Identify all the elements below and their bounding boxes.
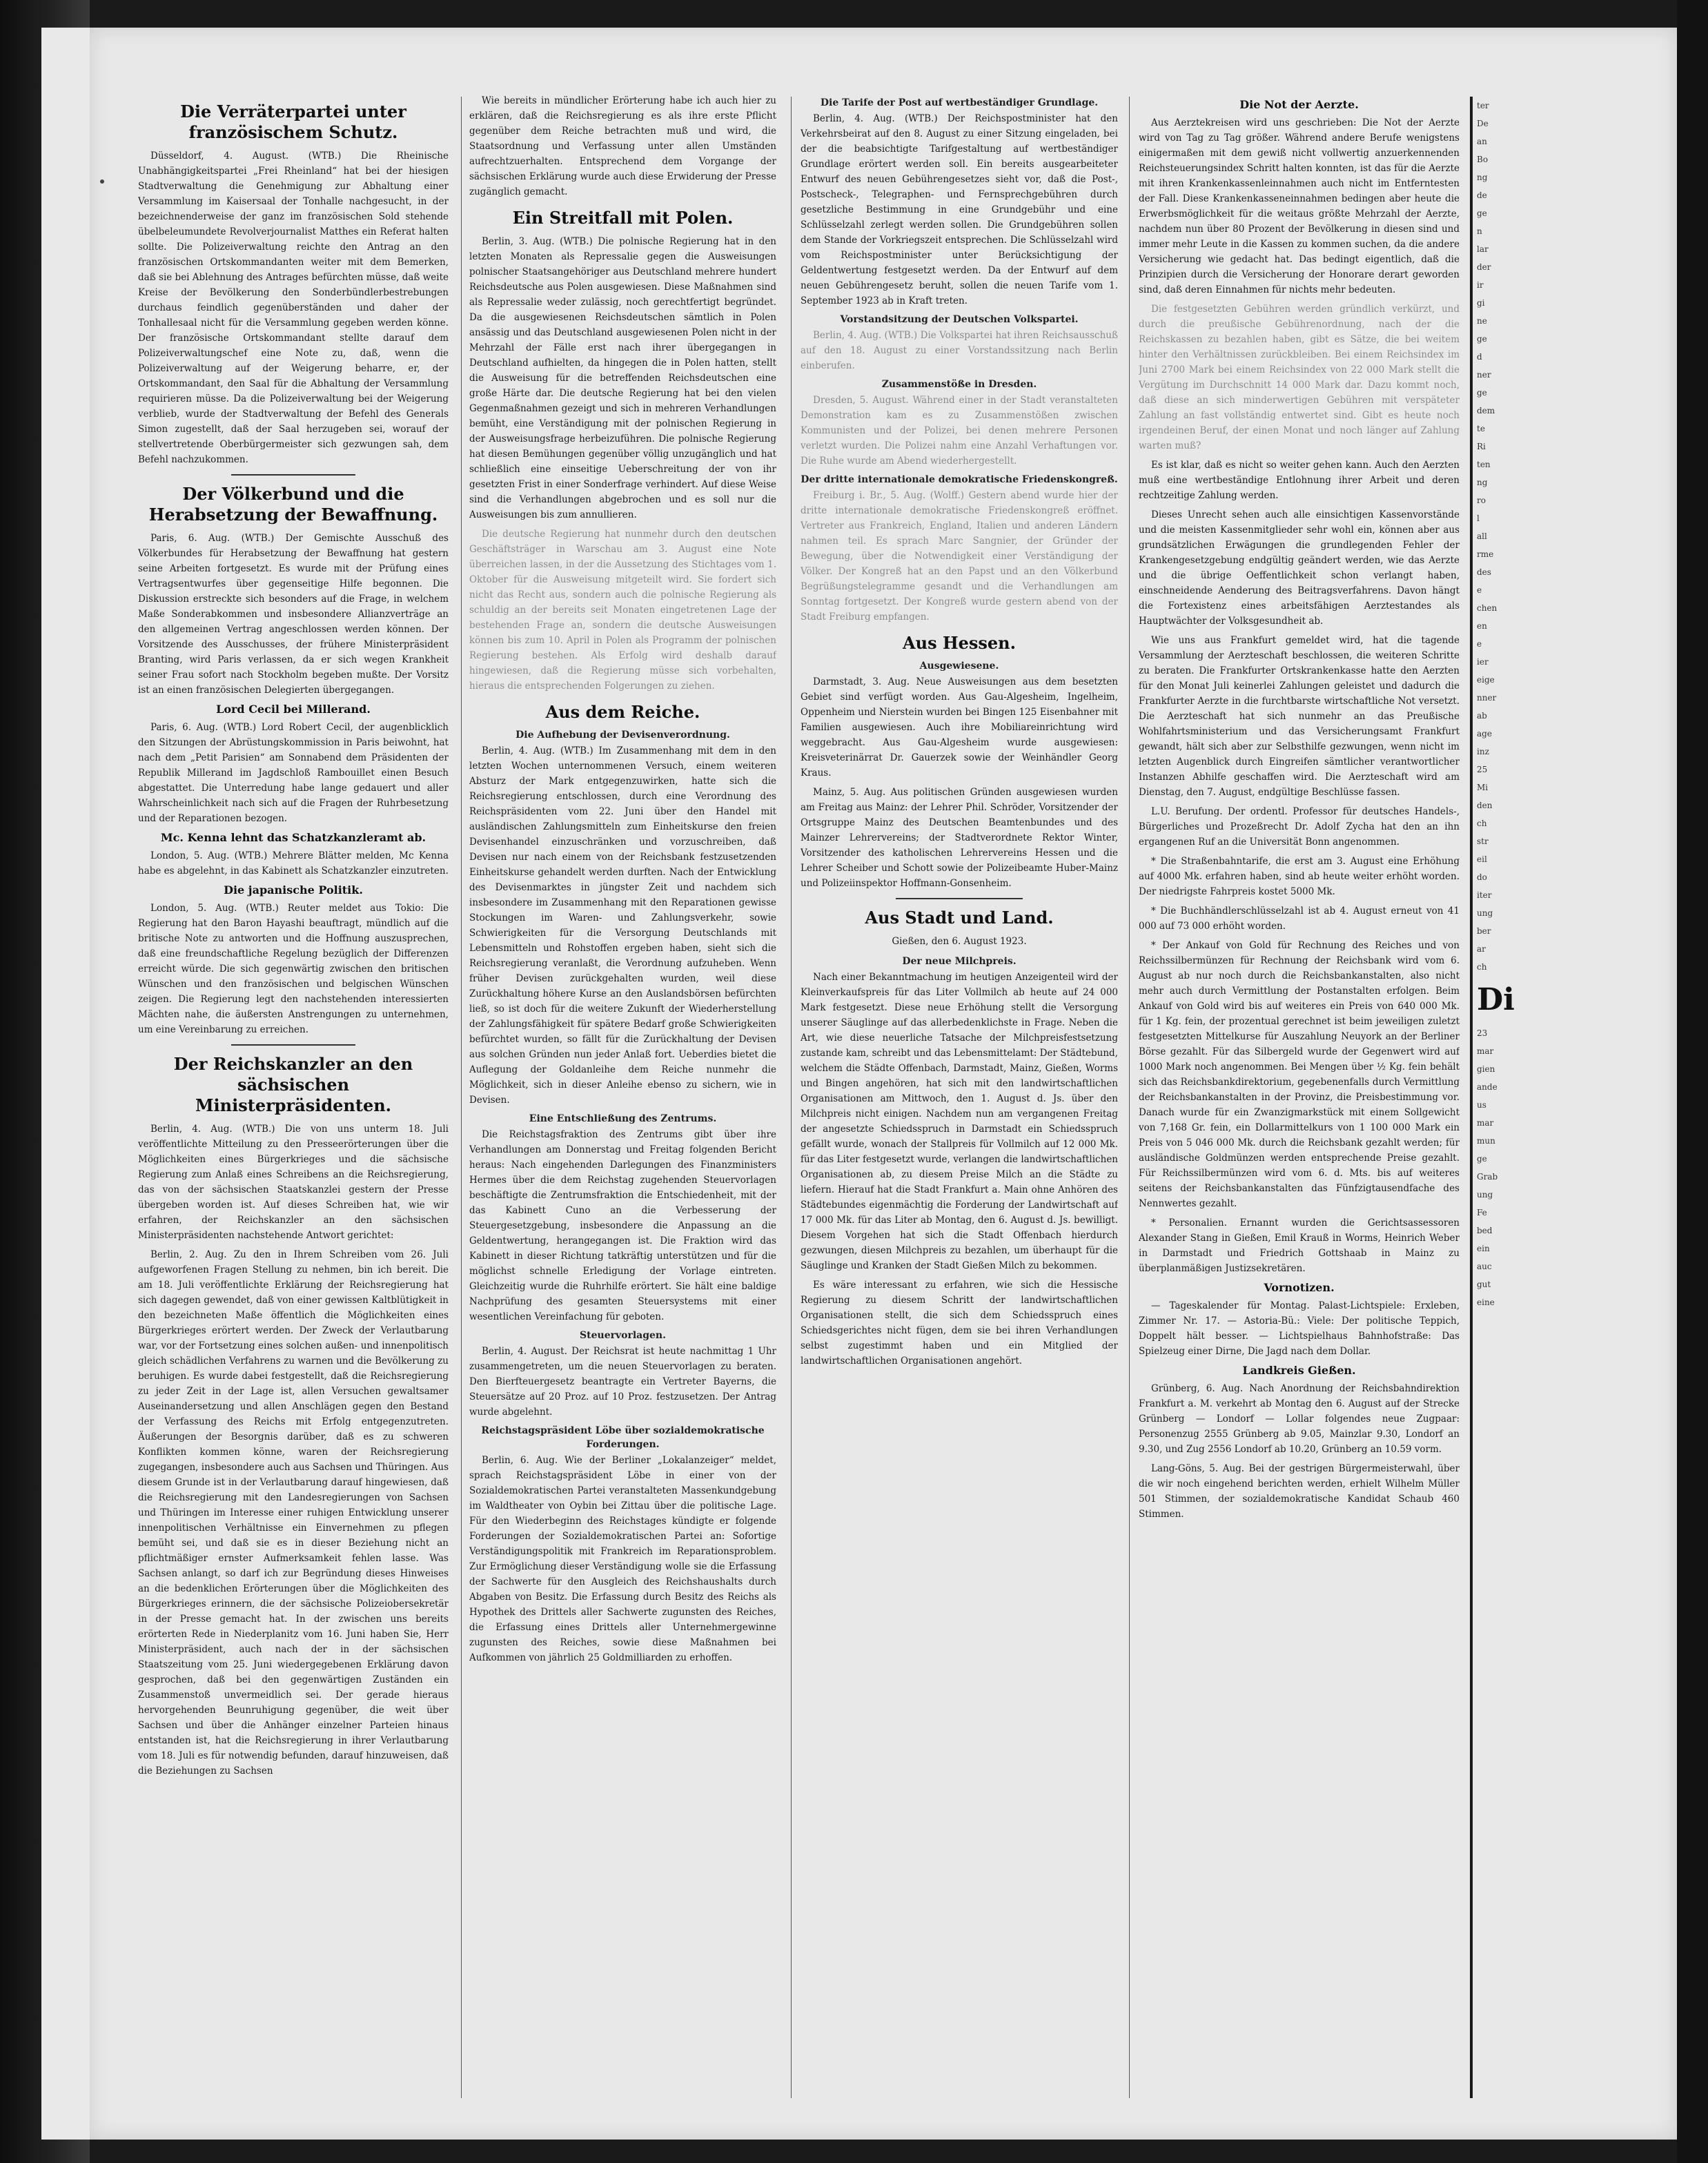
- headline-landkreis-giessen: Landkreis Gießen.: [1242, 1364, 1356, 1377]
- article-text: L.U. Berufung. Der ordentl. Professor für deutsches Handels-, Bürgerliches und Prozeßrecht Dr. Adolf Zycha hat den an ihn ergangenen Ruf an die Universität Bonn angenommen.: [1139, 806, 1460, 848]
- strip-text-fragment: bed: [1477, 1226, 1493, 1235]
- separator: [231, 1044, 355, 1046]
- article-text: Berlin, 4. Aug. (WTB.) Der Reichspostminister hat den Verkehrsbeirat auf den 8. August zu einer Sitzung eingeladen, bei der die beabsichtigte Tarifgestaltung auf wertbeständiger Grundlage erörtert werden soll. Ein bereits ausgearbeiteter Entwurf des neuen Gebührengesetzes sieht vor, daß die Post-, Postscheck-, Telegraphen- und Fernsprechgebühren durch gesetzliche Bestimmung in eine Grundgebühr und eine Schlüsselzahl zerlegt werden sollen. Die Grundgebühren sollen dem Stande der Vorkriegszeit entsprechen. Die Schlüsselzahl wird vom Reichspostminister unter Berücksichtigung der Geldentwertung festgesetzt werden. Da der Entwurf auf dem neuen Gebührengesetz beruht, sollen die neuen Tarife vom 1. September 1923 ab in Kraft treten.: [801, 113, 1118, 306]
- strip-text-fragment: e: [1477, 639, 1482, 649]
- article-text: Mainz, 5. Aug. Aus politischen Gründen ausgewiesen wurden am Freitag aus Mainz: der Lehrer Phil. Schröder, Vorsitzender der Ortsgruppe Mainz des Deutschen Beamtenbundes und des Mainzer Lehrervereins; der Stadtverordnete Rektor Winter, Vorsitzender des katholischen Lehrervereins Hessen und die Lehrer Scheiber und Schott sowie der Polizeibeamte Huber-Mainz und Polizeiinspektor Hoffmann-Gonsenheim.: [801, 787, 1118, 889]
- headline-lord-cecil: Lord Cecil bei Millerand.: [216, 703, 371, 716]
- strip-text-fragment: der: [1477, 262, 1491, 272]
- headline-mc-kenna: Mc. Kenna lehnt das Schatzkanzleramt ab.: [160, 831, 426, 844]
- strip-text-fragment: Mi: [1477, 783, 1489, 792]
- strip-text-fragment: us: [1477, 1100, 1486, 1110]
- strip-text-fragment: mar: [1477, 1046, 1494, 1056]
- separator: [231, 474, 355, 476]
- article-text: Berlin, 4. Aug. (WTB.) Im Zusammenhang mit dem in den letzten Wochen unternommenen Versuch, einem weiteren Absturz der Mark entgegenzuwirken, hatte sich die Reichsregierung entschlossen, durch eine Verordnung des Reichspräsidenten vom 22. Juni über den Handel mit ausländischen Zahlungsmitteln zum Einheitskurse den freien Devisenhandel einzuschränken und vorzuschreiben, daß Devisen nur nach einem von der Reichsbank festzusetzenden Einheitskurse gehandelt werden durften. Nach der Entwicklung des Devisenmarktes in jüngster Zeit und nachdem sich insbesondere im Zusammenhang mit den Reparationen gewisse Stockungen im Waren- und Zahlungsverkehr, sowie Schwierigkeiten für die Versorgung Deutschlands mit Lebensmitteln und Rohstoffen ergeben haben, sieht sich die Reichsregierung veranlaßt, die Verordnung aufzuheben. Wenn früher Devisen zurückgehalten wurden, weil diese Zurückhaltung höhere Kurse an den Auslandsbörsen befürchten ließ, so ist doch für die weitere Zukunft der Wiederherstellung der Zahlungsfähigkeit für spätere Bedarf große Schwierigkeiten befürchtet wurden, so fällt für die Zurückhaltung der Devisen aus solchen Gründen nun jeder Anlaß fort. Ueberdies bietet die Auflegung der Goldanleihe dem Reiche nunmehr die Möglichkeit, sich in dieser Anleihe ebenso zu sichern, wie in Devisen.: [469, 745, 776, 1106]
- strip-text-fragment: ung: [1477, 908, 1493, 918]
- subheadline-milchpreis: Der neue Milchpreis.: [902, 956, 1017, 967]
- subheadline-devisenverordnung: Die Aufhebung der Devisenverordnung.: [516, 730, 730, 741]
- subheadline-loebe: Reichstagspräsident Löbe über sozialdemokratische Forderungen.: [481, 1425, 765, 1450]
- article-text: * Der Ankauf von Gold für Rechnung des Reiches und von Reichssilbermünzen für Rechnung der Reichsbank wird vom 6. August ab nur noch durch die Reichsbankanstalten, also nicht mehr auch durch Vermittlung der Postanstalten erfolgen. Beim Ankauf von Gold wird bis auf weiteres ein Preis von 640 000 Mk. für 1 Kg. fein, der prozentual gerechnet ist beim jeweiligen zuletzt festgesetzten Mittelkurse für Auszahlung Neuyork an der Berliner Börse gezahlt. Für das Silbergeld wurde der Gegenwert wird auf 1000 Mark noch angenommen. Bei Mengen über ½ Kg. fein behält sich das Reichsbankdirektorium, gegebenenfalls durch Vermittlung der Reichsbankanstalten in der Provinz, die Preisbestimmung vor. Danach wurde für ein Zwanzigmarkstück mit einem Sollgewicht von 7,168 Gr. fein, ein Dollarmittelkurs von 1 100 000 Mark ein Preis von 5 046 000 Mk. durch die Reichsbank gezahlt werden; für ausländische Goldmünzen werden entsprechende Preise gezahlt. Für Reichssilbermünzen wird vom 6. d. Mts. bis auf weiteres seitens der Reichsbankanstalten das Fünfzigtausendfache des Nennwertes gezahlt.: [1139, 940, 1460, 1209]
- strip-text-fragment: en: [1477, 621, 1487, 631]
- headline-not-der-aerzte: Die Not der Aerzte.: [1239, 98, 1359, 111]
- article-text: Paris, 6. Aug. (WTB.) Der Gemischte Ausschuß des Völkerbundes für Herabsetzung der Bewaffnung hat gestern seine Arbeiten fortgesetzt. Es wurde mit der Prüfung eines Vertragsentwurfes über gegenseitige Hilfe begonnen. Die Diskussion erstreckte sich besonders auf die Frage, in welchem Maße Sonderabkommen und insbesondere Allianzverträge an den allgemeinen Vertrag angeschlossen werden können. Der Vorsitzende des Ausschusses, der frühere Ministerpräsident Branting, wird Paris verlassen, da er sich wegen Krankheit seiner Frau sofort nach Stockholm begeben mußte. Der Vorsitz ist an einen französischen Delegierten übergegangen.: [138, 533, 449, 696]
- strip-text-fragment: iter: [1477, 890, 1492, 900]
- strip-text-fragment: 25: [1477, 765, 1488, 774]
- article-text: Berlin, 2. Aug. Zu den in Ihrem Schreiben vom 26. Juli aufgeworfenen Fragen Stellung zu nehmen, bin ich bereit. Die am 18. Juli veröffentlichte Erklärung der Reichsregierung hat sich dagegen gewendet, daß von einer gewissen Kaltblütigkeit in den bezeichneten Maße öffentlich die Möglichkeiten eines Bürgerkrieges erörtert werden. Der Zweck der Verlautbarung war, vor der Fortsetzung eines solchen außen- und innenpolitisch gleich schädlichen Verfahrens zu warnen und die Bevölkerung zu beruhigen. Es wurde dabei festgestellt, daß die Reichsregierung zu jeder Zeit in der Lage ist, allen Versuchen gewaltsamer Auseinandersetzung und allen Anschlägen gegen den Bestand der Verfassung des Reichs mit Erfolg entgegenzutreten. Äußerungen der Besorgnis darüber, daß es zu schweren Konflikten kommen könne, waren der Reichsregierung zugegangen, insbesondere auch aus Sachsen und Thüringen. Aus diesem Grunde ist in der Verlautbarung darauf hingewiesen, daß die Reichsregierung mit den Landesregierungen von Sachsen und Thüringen im Interesse einer ruhigen Entwicklung unserer innenpolitischen Verhältnisse ein Einvernehmen zu pflegen bemüht sei, und daß sie es in dieser Beziehung nicht an pflichtmäßiger ernster Aufmerksamkeit fehlen lasse. Was Sachsen anlangt, so darf ich zur Begründung dieses Hinweises an die bedenklichen Erörterungen über die Möglichkeiten des Bürgerkrieges erinnern, die der sächsische Polizeiobersekretär in der Presse gemacht hat. In der zwischen uns bereits erörterten Rede in Niederplanitz vom 16. Juni haben Sie, Herr Ministerpräsident, auch nach der in der sächsischen Staatszeitung vom 25. Juni wiedergegebenen Erklärung davon gesprochen, daß bei den gegenwärtigen Zuständen ein Zusammenstoß unvermeidlich sei. Der gerade hieraus hervorgehenden Beunruhigung gegenüber, die weit über Sachsen und über die Anhänger einzelner Parteien hinaus entstanden ist, hat die Reichsregierung in ihrer Verlautbarung vom 18. Juli es für notwendig befunden, darauf hinzuweisen, daß die Beziehungen zu Sachsen: [138, 1249, 449, 1777]
- headline-voelkerbund: Der Völkerbund und die Herabsetzung der Bewaffnung.: [148, 484, 438, 525]
- strip-text-fragment: ne: [1477, 316, 1487, 326]
- article-text: London, 5. Aug. (WTB.) Mehrere Blätter melden, Mc Kenna habe es abgelehnt, in das Kabinett als Schatzkanzler einzutreten.: [138, 850, 449, 877]
- strip-text-fragment: des: [1477, 567, 1491, 577]
- strip-text-fragment: d: [1477, 352, 1482, 362]
- article-text: Wie bereits in mündlicher Erörterung habe ich auch hier zu erklären, daß die Reichsregierung es als ihre erste Pflicht gegenüber dem Reiche betrachten muß und wird, die Staatsordnung und Verfassung unter allen Umständen aufrechtzuerhalten. Entsprechend dem Vorgange der sächsischen Erklärung wurde auch diese Erwiderung der Presse zugänglich gemacht.: [469, 95, 776, 197]
- separator: [896, 898, 1023, 899]
- strip-text-fragment: ge: [1477, 1154, 1487, 1164]
- strip-text-fragment: an: [1477, 137, 1487, 146]
- article-text: Dieses Unrecht sehen auch alle einsichtigen Kassenvorstände und die meisten Kassenmitglieder sehr wohl ein, können aber aus grundsätzlichen Erwägungen die grundlegenden Fehler der Krankengesetzgebung endgültig geändert werden, wie das Aerzte und die übrige Oeffentlichkeit schon verlangt haben, einschneidende Aenderung des Beitragsverfahrens. Davon hängt die Fortexistenz eines arbeitsfähigen Aerztestandes als Hauptwächter der Volksgesundheit ab.: [1139, 509, 1460, 627]
- article-text: Lang-Göns, 5. Aug. Bei der gestrigen Bürgermeisterwahl, über die wir noch eingehend berichten werden, erhielt Wilhelm Müller 501 Stimmen, der sozialdemokratische Kandidat Schaub 460 Stimmen.: [1139, 1463, 1460, 1520]
- headline-verraeterpartei: Die Verräterpartei unter französischem Schutz.: [180, 101, 406, 142]
- strip-text-fragment: ten: [1477, 460, 1491, 469]
- strip-text-fragment: chen: [1477, 603, 1498, 613]
- article-text: Dresden, 5. August. Während einer in der Stadt veranstalteten Demonstration kam es zu Zusammenstößen zwischen Kommunisten und der Polizei, bei denen mehrere Personen verletzt wurden. Die Polizei nahm eine Anzahl Verhaftungen vor. Die Ruhe wurde am Abend wiederhergestellt.: [801, 395, 1118, 467]
- article-text: Es ist klar, daß es nicht so weiter gehen kann. Auch den Aerzten muß eine wertbeständige Entlohnung ihrer Arbeit und deren rechtzeitige Zahlung werden.: [1139, 460, 1460, 501]
- previous-page-edge: [41, 28, 90, 2140]
- margin-mark: [100, 179, 104, 184]
- strip-text-fragment: De: [1477, 119, 1489, 128]
- strip-text-fragment: inz: [1477, 747, 1489, 756]
- article-text: Berlin, 4. August. Der Reichsrat ist heute nachmittag 1 Uhr zusammengetreten, um die neuen Steuervorlagen zu beraten. Den Bierfteuergesetz beantragte ein Vertreter Bayerns, die Steuersätze auf 20 Proz. auf 10 Proz. festzusetzen. Der Antrag wurde abgelehnt.: [469, 1346, 776, 1418]
- strip-text-fragment: den: [1477, 801, 1493, 810]
- strip-text-fragment: Grab: [1477, 1172, 1498, 1182]
- article-text: Es wäre interessant zu erfahren, wie sich die Hessische Regierung zu diesem Schritt der landwirtschaftlichen Organisationen stellt, die sich dem Schiedsspruch eines Schiedsgerichtes nicht fügen, dem sie bei ihren Verhandlungen selbst zugestimmt haben und ein Mitglied der landwirtschaftlichen Organisationen angehört.: [801, 1280, 1118, 1367]
- headline-aus-dem-reiche: Aus dem Reiche.: [545, 702, 700, 722]
- article-text: Freiburg i. Br., 5. Aug. (Wolff.) Gestern abend wurde hier der dritte internationale demokratische Friedenskongreß eröffnet. Vertreter aus Frankreich, England, Italien und anderen Ländern nahmen teil. Es sprach Marc Sangnier, der Gründer der Bewegung, über die Notwendigkeit einer Verständigung der Völker. Der Kongreß hat an den Papst und an den Völkerbund Begrüßungstelegramme gesandt und die Verhandlungen am Sonntag fortgesetzt. Der Kongreß wurde gestern abend von der Stadt Freiburg empfangen.: [801, 490, 1118, 623]
- strip-text-fragment: e: [1477, 585, 1482, 595]
- strip-text-fragment: n: [1477, 226, 1482, 236]
- article-text: Düsseldorf, 4. August. (WTB.) Die Rheinische Unabhängigkeitspartei „Frei Rheinland“ hat bei der hiesigen Stadtverwaltung die Genehmigung zur Abhaltung einer Versammlung im Kaisersaal der Tonhalle nachgesucht, in der bezeichnenderweise der ganz im französischen Sold stehende übelbeleumundete Revolverjournalist Matthes ein Referat halten sollte. Die Polizeiverwaltung reichte den Antrag an den französischen Ortskommandanten weiter mit dem Bemerken, daß sie bei Ablehnung des Antrages befürchten müsse, daß weite Kreise der Bevölkerung den Sonderbündlerbestrebungen durchaus feindlich gegenüberständen und daher der Tonhallesaal nicht für die Versammlung gegeben werden könne. Der französische Ortskommandant stellte darauf dem Polizeiverwaltungschef eine Note zu, daß, wenn die Polizeiverwaltung auf der Weigerung beharre, er, der Ortskommandant, den Saal für die Abhaltung der Versammlung requirieren müsse. Da die Polizeiverwaltung bei der Weigerung verblieb, wurde der Stadtverwaltung der Befehl des Generals Simon zugestellt, daß der Saal herzugeben sei, worauf der stellvertretende Oberbürgermeister sich gezwungen sah, dem Befehl nachzukommen.: [138, 150, 449, 465]
- headline-streitfall-polen: Ein Streitfall mit Polen.: [512, 208, 734, 228]
- strip-text-fragment: str: [1477, 836, 1489, 846]
- article-text: Die festgesetzten Gebühren werden gründlich verkürzt, und durch die preußische Gebührenordnung, nach der die Reichskassen zu bezahlen haben, gibt es Sätze, die bei weitem hinter den Verhältnissen zurückbleiben. Bei einem Reichsindex im Juni 2700 Mark bei einem Reichsindex von 22 000 Mark stellt die Vergütung im Durchschnitt 14 000 Mark dar. Dazu kommt noch, daß diese an sich minderwertigen Gebühren mit verspäteter Zahlung an fast vollständig entwertet sind. Gibt es heute noch irgendeinen Beruf, der einen Monat und noch länger auf Zahlung warten muß?: [1139, 304, 1460, 451]
- strip-text-fragment: Bo: [1477, 155, 1489, 164]
- strip-text-fragment: ber: [1477, 926, 1491, 936]
- column-rule: [461, 97, 462, 2098]
- article-text: Die deutsche Regierung hat nunmehr durch den deutschen Geschäftsträger in Warschau am 3. August eine Note überreichen lassen, in der die Aussetzung des Stichtages vom 1. Oktober für die Ausweisung mitgeteilt wird. Sie fordert sich nicht das Recht aus, sondern auch die polnische Regierung als schuldig an der bereits seit Monaten eingetretenen Lage der bestehenden Frage an, sondern die deutsche Ausweisungen können bis zum 10. April in Polen als Programm der polnischen Regierung bestehen. Als Erfolg wird deshalb darauf hingewiesen, daß die Regierung müsse sich vorbehalten, hieraus die entsprechenden Folgerungen zu ziehen.: [469, 529, 776, 692]
- strip-headline-fragment: Di: [1477, 982, 1515, 1017]
- strip-text-fragment: ab: [1477, 711, 1487, 721]
- column-rule-heavy: [1470, 97, 1473, 2098]
- subheadline-friedenskongress: Der dritte internationale demokratische Friedenskongreß.: [801, 474, 1118, 485]
- strip-text-fragment: nner: [1477, 693, 1497, 703]
- subheadline-volkspartei: Vorstandsitzung der Deutschen Volkspartei.: [840, 314, 1079, 325]
- article-text: Die Reichstagsfraktion des Zentrums gibt über ihre Verhandlungen am Donnerstag und Freitag folgenden Bericht heraus: Nach eingehenden Darlegungen des Finanzministers Hermes über die dem Reichstag zugehenden Steuervorlagen beschäftigte die Zentrumsfraktion die Entschiedenheit, mit der das Kabinett Cuno an die Verbesserung der Steuergesetzgebung, insbesondere die Anpassung an die Geldentwertung, herangegangen ist. Die Fraktion wird das Kabinett in dieser Richtung tatkräftig unterstützen und für die möglichst schnelle Erledigung der Vorlage eintreten. Gleichzeitig wurde die Ruhrhilfe erörtert. Sie hält eine baldige Nachprüfung des gesamten Steuersystems mit einer wesentlichen Vereinfachung für geboten.: [469, 1129, 776, 1322]
- strip-text-fragment: 23: [1477, 1028, 1488, 1038]
- strip-text-fragment: ge: [1477, 388, 1487, 398]
- strip-text-fragment: ge: [1477, 334, 1487, 344]
- article-text: Berlin, 4. Aug. (WTB.) Die Volkspartei hat ihren Reichsausschuß auf den 18. August zu einer Vorstandssitzung nach Berlin einberufen.: [801, 330, 1118, 371]
- column-rule: [1129, 97, 1130, 2098]
- strip-text-fragment: ein: [1477, 1244, 1490, 1253]
- strip-text-fragment: Fe: [1477, 1208, 1487, 1217]
- article-text: * Personalien. Ernannt wurden die Gerichtsassessoren Alexander Stang in Gießen, Emil Krauß in Worms, Heinrich Weber in Darmstadt und Friedrich Gottshaab in Mainz zu überplanmäßigen Justizsekretären.: [1139, 1217, 1460, 1274]
- strip-text-fragment: rme: [1477, 549, 1494, 559]
- strip-text-fragment: ng: [1477, 478, 1488, 487]
- strip-text-fragment: age: [1477, 729, 1492, 738]
- subheadline-zentrum: Eine Entschließung des Zentrums.: [529, 1113, 717, 1124]
- article-text: Nach einer Bekanntmachung im heutigen Anzeigenteil wird der Kleinverkaufspreis für das Liter Vollmilch ab heute auf 24 000 Mark festgesetzt. Diese neue Erhöhung stellt die Versorgung unserer Säuglinge auf das allerbedenklichste in Frage. Neben die Art, wie diese neuerliche Tatsache der Milchpreisfestsetzung zustande kam, schreibt und das Lebensmittelamt: Der Städtebund, welchem die Städte Offenbach, Darmstadt, Mainz, Gießen, Worms und Bingen angehören, hat sich mit den landwirtschaftlichen Organisationen am Mittwoch, den 1. August d. Js. über den Milchpreis nicht einigen. Nachdem nun am vergangenen Freitag der angesetzte Schiedsspruch in Darmstadt ein Schiedsspruch gefällt wurde, wonach der Stallpreis für Vollmilch auf 12 000 Mk. für das Liter festgesetzt wurde, verlangen die landwirtschaftlichen Organisationen ab, zu diesem Preise Milch an die Städte zu liefern. Hierauf hat die Stadt Frankfurt a. Main ohne Anhören des Städtebundes eigenmächtig die Forderung der Landwirtschaft auf 17 000 Mk. für das Liter ab Montag, den 6. August d. Js. bewilligt. Diesem Vorgehen hat sich die Stadt Offenbach hierdurch gezwungen, diesen Milchpreis zu bezahlen, um überhaupt für die Säuglinge und Kranken der Stadt Gießen Milch zu bekommen.: [801, 972, 1118, 1271]
- strip-text-fragment: eine: [1477, 1298, 1495, 1307]
- subheadline-steuervorlagen: Steuervorlagen.: [580, 1330, 666, 1341]
- article-text: Berlin, 3. Aug. (WTB.) Die polnische Regierung hat in den letzten Monaten als Repressalie gegen die Ausweisungen polnischer Staatsangehöriger aus Deutschland mehrere hundert Reichsdeutsche aus Polen ausgewiesen. Diese Maßnahmen sind als Repressalie weder zulässig, noch gerechtfertigt begründet. Da die ausgewiesenen Reichsdeutschen sämtlich in Polen ansässig und das Deutschland ausgewiesenen Polen nicht in der Mehrzahl der Fälle erst nach ihrer übergegangen in Deutschland aufhielten, da hingegen die in Polen hatten, stellt die Ausweisung für die betreffenden Reichsdeutschen eine große Härte dar. Die deutsche Regierung hat bei den vielen Gegenmaßnahmen gezeigt und sich in mehreren Verhandlungen bemüht, eine Verständigung mit der polnischen Regierung in der Ausweisungsfrage herbeizuführen. Die polnische Regierung hat diesen Bemühungen gegenüber völlig unzugänglich und hat schließlich eine einseitige Ueberschreitung der von ihr gesetzten Frist in einer Sonderfrage verhindert. Auf diese Weise sind die Verhandlungen abgebrochen und es soll nur die Ausweisungen bis zum annullieren.: [469, 236, 776, 520]
- column-4: [1139, 93, 1460, 2108]
- strip-text-fragment: ung: [1477, 1190, 1493, 1200]
- strip-text-fragment: l: [1477, 513, 1480, 523]
- strip-text-fragment: lar: [1477, 244, 1489, 254]
- strip-text-fragment: eige: [1477, 675, 1495, 685]
- strip-text-fragment: de: [1477, 190, 1487, 200]
- headline-aus-hessen: Aus Hessen.: [903, 633, 1016, 653]
- column-rule: [791, 97, 792, 2098]
- article-text: Darmstadt, 3. Aug. Neue Ausweisungen aus dem besetzten Gebiet sind verfügt worden. Aus Gau-Algesheim, Ingelheim, Oppenheim und Nierstein wurden bei Bingen 125 Eisenbahner mit Familien ausgewiesen. Auch ihre Mobiliareinrichtung wird weggebracht. Aus Gau-Algesheim wurde ausgewiesen: Kreisveterinärrat Dr. Gauerzek sowie der Weinhändler Georg Kraus.: [801, 676, 1118, 779]
- strip-text-fragment: Ri: [1477, 442, 1486, 451]
- headline-stadt-und-land: Aus Stadt und Land.: [865, 908, 1054, 928]
- column-3: [801, 93, 1118, 2074]
- strip-text-fragment: dem: [1477, 406, 1495, 415]
- subheadline-dresden: Zusammenstöße in Dresden.: [881, 379, 1037, 390]
- article-text: Wie uns aus Frankfurt gemeldet wird, hat die tagende Versammlung der Aerzteschaft beschlossen, die weiteren Schritte zu beraten. Die Frankfurter Ortskrankenkasse hatte den Aerzten für den Monat Juli keinerlei Zahlungen geleistet und dadurch die Frankfurter Aerzte in die furchtbarste wirtschaftliche Not versetzt. Die Aerzteschaft hat sich nunmehr an das Preußische Wohlfahrtsministerium und das Versicherungsamt Frankfurt gewandt, hält sich aber zur Selbsthilfe gezwungen, wenn nicht im letzten Augenblick durch Eingreifen sämtlicher verantwortlicher Instanzen Abhilfe geschaffen wird. Die Aerzteschaft wird am Dienstag, den 7. August, endgültige Beschlüsse fassen.: [1139, 635, 1460, 798]
- column-2: [469, 93, 776, 1846]
- strip-text-fragment: ro: [1477, 496, 1486, 505]
- article-text: Berlin, 6. Aug. Wie der Berliner „Lokalanzeiger“ meldet, sprach Reichstagspräsident Löbe in einer von der Sozialdemokratischen Partei veranstalteten Massenkundgebung im Waldtheater von Oybin bei Zittau über die politische Lage. Für den Wiederbeginn des Reichstages kündigte er folgende Forderungen der Sozialdemokratischen Partei an: Sofortige Verständigungspolitik mit Frankreich im Reparationsproblem. Zur Ermöglichung dieser Verständigung wolle sie die Erfassung der Sachwerte für den Ausgleich des Reichshaushalts durch Abgaben von Besitz. Die Erfassung durch Besitz des Reichs als Hypothek des Drittels aller Sachwerte zugunsten des Reiches, die Erfassung eines Drittels aller Unternehmergewinne zugunsten des Reiches, sowie diese Maßnahmen bei Aufkommen von jährlich 25 Goldmilliarden zu erhoffen.: [469, 1455, 776, 1663]
- next-page-fragment: [1477, 97, 1539, 2098]
- strip-text-fragment: gi: [1477, 298, 1485, 308]
- article-text: Grünberg, 6. Aug. Nach Anordnung der Reichsbahndirektion Frankfurt a. M. verkehrt ab Montag den 6. August auf der Strecke Grünberg — Londorf — Lollar folgendes neue Zugpaar: Personenzug 2555 Grünberg ab 9.05, Mainzlar 9.30, Londorf an 9.30, und Zug 2556 Londorf ab 10.20, Grünberg an 10.59 vorm.: [1139, 1383, 1460, 1455]
- strip-text-fragment: ande: [1477, 1082, 1498, 1092]
- strip-text-fragment: eil: [1477, 854, 1487, 864]
- article-text: * Die Buchhändlerschlüsselzahl ist ab 4. August erneut von 41 000 auf 73 000 erhöht worden.: [1139, 906, 1460, 932]
- strip-text-fragment: mun: [1477, 1136, 1495, 1146]
- strip-text-fragment: ar: [1477, 944, 1486, 954]
- strip-text-fragment: gien: [1477, 1064, 1495, 1074]
- strip-text-fragment: ier: [1477, 657, 1489, 667]
- headline-reichskanzler: Der Reichskanzler an den sächsischen Ministerpräsidenten.: [173, 1054, 413, 1115]
- right-border: [1677, 0, 1708, 2163]
- dateline: Gießen, den 6. August 1923.: [892, 936, 1027, 947]
- strip-text-fragment: ner: [1477, 370, 1491, 380]
- article-text: London, 5. Aug. (WTB.) Reuter meldet aus Tokio: Die Regierung hat den Baron Hayashi beauftragt, mündlich auf die britische Note zu antworten und die Hoffnung auszusprechen, daß eine freundschaftliche Regelung bezüglich der Differenzen erreicht würde. Die sich gegenwärtig zwischen den britischen Wünschen und den französischen und belgischen Wünschen zeigen. Die Regierung legt den nachstehenden interessierten Mächten nahe, die äußersten Anstrengungen zu unternehmen, um eine Vereinbarung zu erreichen.: [138, 903, 449, 1035]
- article-text: Aus Aerztekreisen wird uns geschrieben: Die Not der Aerzte wird von Tag zu Tag größer. Während andere Berufe wenigstens einigermaßen mit dem gewiß nicht vollwertig anzuerkennenden Reichsteuerungsindex Schritt halten konnten, ist das für die Aerzte mit ihren Krankenkassenleinnahmen auch nicht im Entferntesten der Fall. Diese Krankenkasseneinnahmen bedingen aber heute die Erwerbsmöglichkeit für die weitaus größte Mehrzahl der Aerzte, nachdem nun über 80 Prozent der Bevölkerung in diesen sind und immer mehr Leute in die Kassen zu kommen suchen, da die andere Versicherung wie gedacht hat. Das bedingt eigentlich, daß die Prinzipien durch die Versicherung der Honorare derart geworden sind, daß deren Einnahmen für nichts mehr bedeuten.: [1139, 117, 1460, 295]
- subheadline-ausgewiesene: Ausgewiesene.: [919, 660, 999, 672]
- headline-japanische-politik: Die japanische Politik.: [224, 883, 363, 897]
- column-1: [138, 93, 449, 2108]
- strip-text-fragment: ir: [1477, 280, 1484, 290]
- strip-text-fragment: ch: [1477, 819, 1487, 828]
- strip-text-fragment: all: [1477, 531, 1487, 541]
- strip-text-fragment: ng: [1477, 173, 1488, 182]
- headline-vornotizen: Vornotizen.: [1264, 1281, 1335, 1294]
- strip-text-fragment: te: [1477, 424, 1485, 433]
- article-text: Berlin, 4. Aug. (WTB.) Die von uns unterm 18. Juli veröffentlichte Mitteilung zu den Presseerörterungen über die Möglichkeiten eines Bürgerkrieges und die sächsische Regierung zum Anlaß eines Schreibens an die Reichsregierung, das von der sächsischen Staatskanzlei gestern der Presse übergeben worden ist. Auf dieses Schreiben hat, wie wir erfahren, der Reichskanzler an den sächsischen Ministerpräsidenten nachstehende Antwort gerichtet:: [138, 1124, 449, 1241]
- strip-text-fragment: ter: [1477, 101, 1489, 110]
- article-text: — Tageskalender für Montag. Palast-Lichtspiele: Erxleben, Zimmer Nr. 17. — Astoria-Bü.: Viele: Der politische Teppich, Doppelt hält besser. — Lichtspielhaus Bahnhofstraße: Das Spielzeug einer Dirne, Die Jagd nach dem Dollar.: [1139, 1300, 1460, 1357]
- article-text: * Die Straßenbahntarife, die erst am 3. August eine Erhöhung auf 4000 Mk. erfahren haben, sind ab heute weiter erhöht worden. Der niedrigste Fahrpreis kostet 5000 Mk.: [1139, 856, 1460, 897]
- subheadline-post-tarife: Die Tarife der Post auf wertbeständiger Grundlage.: [820, 97, 1099, 108]
- strip-text-fragment: do: [1477, 872, 1487, 882]
- strip-text-fragment: ge: [1477, 208, 1487, 218]
- strip-text-fragment: gut: [1477, 1280, 1491, 1289]
- strip-text-fragment: auc: [1477, 1262, 1492, 1271]
- strip-text-fragment: ch: [1477, 962, 1487, 972]
- article-text: Paris, 6. Aug. (WTB.) Lord Robert Cecil, der augenblicklich den Sitzungen der Abrüstungskommission in Paris beiwohnt, hat nach dem „Petit Parisien“ am Sonnabend dem Präsidenten der Republik Millerand im Jagdschloß Rambouillet einen Besuch abgestattet. Die Unterredung habe lange gedauert und aller Wahrscheinlichkeit nach sich auf die Fragen der Ruhrbesetzung und der Reparationen bezogen.: [138, 722, 449, 824]
- strip-text-fragment: mar: [1477, 1118, 1494, 1128]
